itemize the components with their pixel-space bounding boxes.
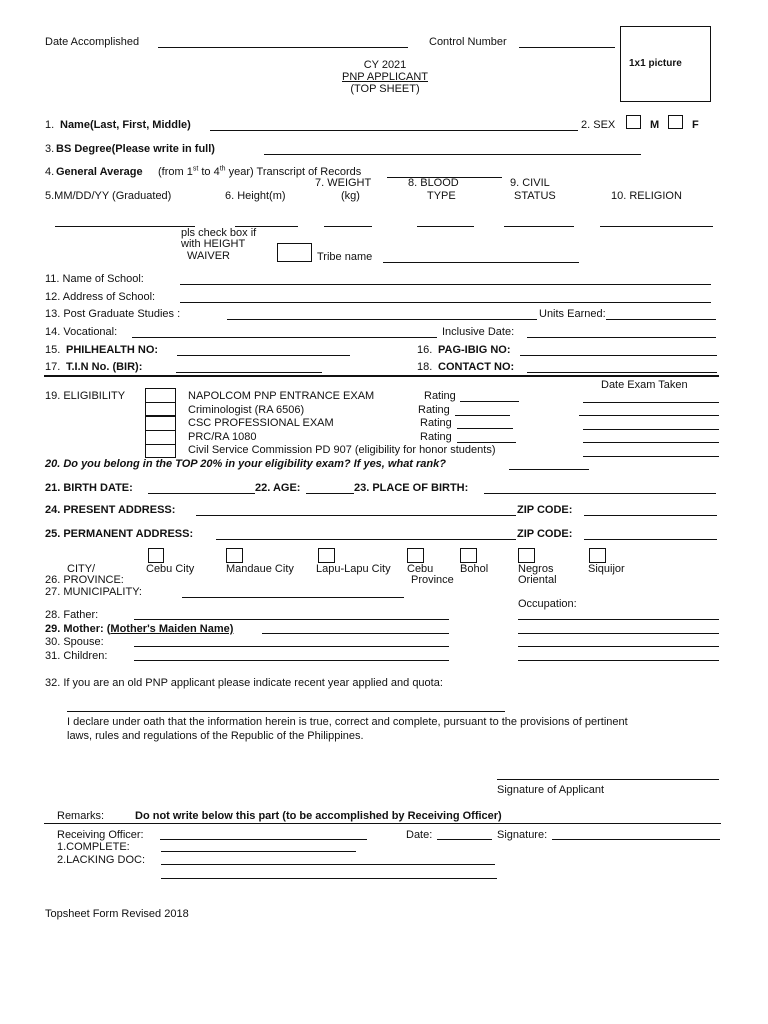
rating-field-3[interactable] [457, 428, 513, 429]
tin-field[interactable] [176, 372, 322, 373]
birth-date-label: 21. BIRTH DATE: [45, 482, 133, 494]
receiving-signature-field[interactable] [552, 839, 720, 840]
religion-label: 10. RELIGION [611, 190, 682, 202]
waiver-text-1: pls check box if [181, 227, 257, 239]
eligibility-item-1: NAPOLCOM PNP ENTRANCE EXAM [188, 390, 375, 402]
degree-num: 3. [45, 143, 55, 155]
philhealth-field[interactable] [177, 355, 350, 356]
birth-place-field[interactable] [484, 493, 716, 494]
permanent-zip-field[interactable] [584, 539, 717, 540]
date-graduated-field[interactable] [55, 226, 195, 227]
province-checkbox-mandaue[interactable] [226, 548, 243, 563]
control-number-label: Control Number [429, 36, 507, 48]
complete-field[interactable] [161, 851, 356, 852]
rating-field-1[interactable] [460, 401, 519, 402]
top20-question: 20. Do you belong in the TOP 20% in your eligibility exam? If yes, what rank? [45, 458, 446, 470]
birth-date-field[interactable] [148, 493, 255, 494]
height-waiver-checkbox[interactable] [277, 243, 312, 262]
province-checkbox-cebu-province[interactable] [407, 548, 424, 563]
post-grad-label: 13. Post Graduate Studies : [45, 308, 181, 320]
present-address-label: 24. PRESENT ADDRESS: [45, 504, 176, 516]
rating-field-4[interactable] [457, 442, 516, 443]
signature-field[interactable] [497, 779, 719, 780]
age-label: 22. AGE: [255, 482, 301, 494]
weight-field[interactable] [324, 226, 372, 227]
date-accomplished-field[interactable] [158, 47, 408, 48]
eligibility-item-5: Civil Service Commission PD 907 (eligibility for honor students) [188, 444, 496, 456]
father-field[interactable] [134, 619, 449, 620]
rating-label-3: Rating [420, 417, 452, 429]
rating-label-4: Rating [420, 431, 452, 443]
option-bohol: Bohol [460, 563, 489, 575]
option-negros: Negros [518, 563, 554, 575]
gpa-num: 4. [45, 166, 55, 178]
option-siquijor: Siquijor [588, 563, 625, 575]
children-field[interactable] [134, 660, 449, 661]
inclusive-label: Inclusive Date: [442, 326, 515, 338]
receiving-divider [44, 823, 721, 824]
municipality-label: 27. MUNICIPALITY: [45, 586, 142, 598]
eligibility-checkbox-3[interactable] [145, 416, 176, 431]
sex-m-checkbox[interactable] [626, 115, 641, 129]
sex-f-label: F [692, 119, 699, 131]
waiver-text-3: WAIVER [187, 250, 230, 262]
name-label: Name(Last, First, Middle) [60, 119, 191, 131]
lacking-doc-field-1[interactable] [161, 864, 495, 865]
option-cebu-city: Cebu City [146, 563, 195, 575]
inclusive-field[interactable] [527, 337, 716, 338]
city-label: CITY/ [67, 563, 96, 575]
blood-label-1: 8. BLOOD [408, 177, 459, 189]
eligibility-label: 19. ELIGIBILITY [45, 390, 126, 402]
date-exam-taken-label: Date Exam Taken [601, 379, 688, 391]
province-label: 26. PROVINCE: [45, 574, 124, 586]
permanent-address-label: 25. PERMANENT ADDRESS: [45, 528, 194, 540]
eligibility-checkbox-5[interactable] [145, 444, 176, 458]
municipality-field[interactable] [182, 597, 404, 598]
tin-label: T.I.N No. (BIR): [66, 361, 143, 373]
option-oriental-line: Oriental [518, 574, 557, 586]
spouse-field[interactable] [134, 646, 449, 647]
father-occupation-field[interactable] [518, 619, 719, 620]
degree-field[interactable] [264, 154, 641, 155]
date-taken-field-4[interactable] [583, 442, 719, 443]
permanent-zip-label: ZIP CODE: [517, 528, 573, 540]
eligibility-item-3: CSC PROFESSIONAL EXAM [188, 417, 334, 429]
tribe-field[interactable] [383, 262, 579, 263]
spouse-occupation-field[interactable] [518, 646, 719, 647]
pagibig-num: 16. [417, 344, 433, 356]
present-address-field[interactable] [196, 515, 516, 516]
sex-label: 2. SEX [581, 119, 616, 131]
lacking-doc-label: 2.LACKING DOC: [57, 854, 146, 866]
form-title: PNP APPLICANT [342, 71, 428, 83]
eligibility-checkbox-4[interactable] [145, 430, 176, 445]
eligibility-item-4: PRC/RA 1080 [188, 431, 257, 443]
degree-label: BS Degree(Please write in full) [56, 143, 215, 155]
old-applicant-question: 32. If you are an old PNP applicant please indicate recent year applied and quota: [45, 677, 443, 689]
receiving-note: Do not write below this part (to be accomplished by Receiving Officer) [135, 810, 502, 822]
present-zip-field[interactable] [584, 515, 717, 516]
age-field[interactable] [306, 493, 354, 494]
school-name-field[interactable] [180, 284, 711, 285]
tin-num: 17. [45, 361, 61, 373]
declaration-line-1: I declare under oath that the information herein is true, correct and complete, pursuant to the provisions of pertinent [67, 716, 628, 728]
lacking-doc-field-2[interactable] [161, 878, 497, 879]
receiving-officer-label: Receiving Officer: [57, 829, 144, 841]
waiver-text-2: with HEIGHT [181, 238, 246, 250]
name-num: 1. [45, 119, 55, 131]
mother-maiden-label: Mother's Maiden Name) [110, 623, 234, 635]
mother-field[interactable] [262, 633, 449, 634]
receiving-date-label: Date: [406, 829, 433, 841]
option-province-line: Province [411, 574, 454, 586]
permanent-address-field[interactable] [216, 539, 516, 540]
children-occupation-field[interactable] [518, 660, 719, 661]
picture-label: 1x1 picture [629, 58, 682, 69]
birth-place-label: 23. PLACE OF BIRTH: [354, 482, 469, 494]
rating-label-1: Rating [424, 390, 456, 402]
form-subtitle: (TOP SHEET) [350, 83, 420, 95]
blood-field[interactable] [417, 226, 474, 227]
mother-label: 29. Mother: (Mother's Maiden Name) [45, 623, 234, 635]
date-accomplished-label: Date Accomplished [45, 36, 140, 48]
tribe-label: Tribe name [317, 251, 373, 263]
contact-label: CONTACT NO: [438, 361, 515, 373]
gpa-label: General Average [56, 166, 143, 178]
mother-occupation-field[interactable] [518, 633, 719, 634]
province-checkbox-negros[interactable] [518, 548, 535, 563]
option-cebu: Cebu [407, 563, 434, 575]
complete-label: 1.COMPLETE: [57, 841, 130, 853]
school-address-label: 12. Address of School: [45, 291, 156, 303]
philhealth-label: PHILHEALTH NO: [66, 344, 159, 356]
gpa-description: (from 1st to 4th year) Transcript of Records [158, 165, 362, 178]
units-label: Units Earned: [539, 308, 606, 320]
date-taken-field-2[interactable] [579, 415, 719, 416]
father-label: 28. Father: [45, 609, 99, 621]
sex-m-label: M [650, 119, 660, 131]
date-taken-field-3[interactable] [583, 429, 719, 430]
civil-label-2: STATUS [514, 190, 556, 202]
date-graduated-label: 5.MM/DD/YY (Graduated) [45, 190, 172, 202]
vocational-label: 14. Vocational: [45, 326, 118, 338]
weight-label-1: 7. WEIGHT [315, 177, 372, 189]
date-taken-field-5[interactable] [583, 456, 719, 457]
children-label: 31. Children: [45, 650, 108, 662]
religion-field[interactable] [600, 226, 713, 227]
province-checkbox-siquijor[interactable] [589, 548, 606, 563]
province-checkbox-cebu-city[interactable] [148, 548, 164, 563]
school-address-field[interactable] [180, 302, 711, 303]
present-zip-label: ZIP CODE: [517, 504, 573, 516]
rating-label-2: Rating [418, 404, 450, 416]
occupation-label: Occupation: [518, 598, 577, 610]
post-grad-field[interactable] [227, 319, 537, 320]
receiving-signature-label: Signature: [497, 829, 548, 841]
old-applicant-field[interactable] [67, 711, 505, 712]
footer-revision: Topsheet Form Revised 2018 [45, 908, 189, 920]
contact-num: 18. [417, 361, 433, 373]
option-mandaue: Mandaue City [226, 563, 294, 575]
philhealth-num: 15. [45, 344, 61, 356]
civil-label-1: 9. CIVIL [510, 177, 550, 189]
pagibig-field[interactable] [520, 355, 717, 356]
rating-field-2[interactable] [455, 415, 510, 416]
name-field[interactable] [210, 130, 578, 131]
option-lapulapu: Lapu-Lapu City [316, 563, 391, 575]
province-checkbox-bohol[interactable] [460, 548, 477, 563]
eligibility-item-2: Criminologist (RA 6506) [188, 404, 305, 416]
eligibility-checkbox-2[interactable] [145, 402, 176, 416]
section-divider [44, 375, 719, 377]
school-name-label: 11. Name of School: [45, 273, 144, 285]
receiving-officer-field[interactable] [160, 839, 367, 840]
declaration-line-2: laws, rules and regulations of the Republic of the Philippines. [67, 730, 364, 742]
height-label: 6. Height(m) [225, 190, 286, 202]
blood-label-2: TYPE [427, 190, 456, 202]
pagibig-label: PAG-IBIG NO: [438, 344, 511, 356]
units-field[interactable] [606, 319, 716, 320]
receiving-date-field[interactable] [437, 839, 492, 840]
civil-field[interactable] [504, 226, 574, 227]
signature-label: Signature of Applicant [497, 784, 605, 796]
control-number-field[interactable] [519, 47, 615, 48]
picture-box[interactable] [620, 26, 711, 102]
province-checkbox-lapulapu[interactable] [318, 548, 335, 563]
weight-label-2: (kg) [341, 190, 360, 202]
spouse-label: 30. Spouse: [45, 636, 104, 648]
vocational-field[interactable] [132, 337, 437, 338]
sex-f-checkbox[interactable] [668, 115, 683, 129]
contact-field[interactable] [527, 372, 717, 373]
form-year: CY 2021 [363, 59, 407, 71]
remarks-label: Remarks: [57, 810, 105, 822]
date-taken-field-1[interactable] [583, 402, 719, 403]
top20-rank-field[interactable] [509, 469, 589, 470]
